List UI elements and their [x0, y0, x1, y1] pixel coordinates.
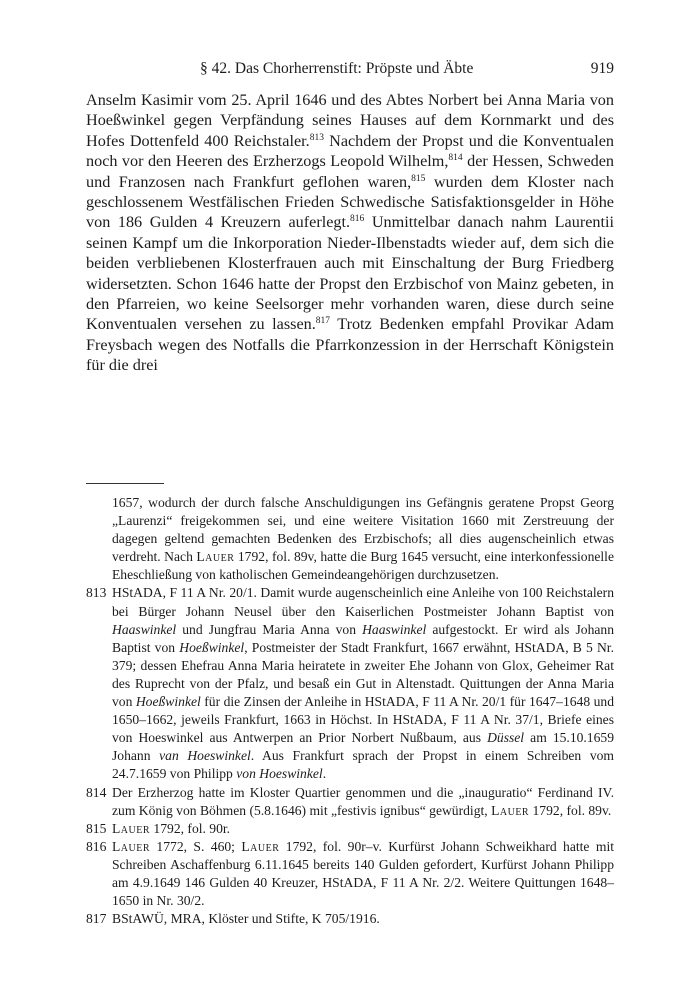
- footnote-text: und Jungfrau Maria Anna von: [176, 621, 363, 637]
- footnote-text: 1792, fol. 90r–v. Kurfürst Johann Schweikhard hatte mit Schreiben Aschaffenburg 6.11.1645 bereits 140 Gulden gefordert, Kurfürst Johann Philipp am 4.9.1649 146 Gulden 40 Kreuzer, HStADA, F 11 A Nr. 2/2. Weitere Quittungen 1648–1650 in Nr. 30/2.: [112, 838, 614, 909]
- body-text-segment: Nachdem der Propst und die Konventualen noch vor den Heeren des Erzherzogs Leopold Wilhelm,: [86, 131, 614, 171]
- footnote-ref-813: 813: [309, 132, 324, 143]
- body-text-segment: Trotz Bedenken empfahl Provikar Adam Freysbach wegen des Notfalls die Pfarrkonzession in der Herrschaft Königstein für die drei: [86, 315, 614, 375]
- footnote-text: am 15.10.1659 Johann: [112, 730, 614, 764]
- footnote-ref-814: 814: [448, 153, 463, 164]
- body-text-segment: der Hessen, Schweden und Franzosen nach Frankfurt geflohen waren,: [86, 152, 614, 191]
- footnote-816: [86, 838, 614, 910]
- footnote-italic: Düssel: [487, 730, 525, 746]
- footnote-815: [86, 820, 614, 838]
- author-name: Lauer: [241, 838, 280, 854]
- footnote-number: 816: [86, 838, 107, 854]
- footnote-text: .: [322, 766, 327, 782]
- footnote-text: für die Zinsen der Anleihe in HStADA, F 11 A Nr. 20/1 für 1647–1648 und 1650–1662, jeweils Frankfurt, 1663 in Höchst. In HStADA, F 11 A Nr. 37/1, Briefe eines von Hoeswinkel aus Antwerpen an Prior Norbert Nußbaum, aus: [112, 694, 614, 746]
- main-text: [86, 90, 614, 376]
- footnote-text: Der Erzherzog hatte im Kloster Quartier genommen und die „inauguratio“ Ferdinand IV. zum König von Böhmen (5.8.1646) mit „festivis ignibus“ gewürdigt,: [112, 784, 614, 818]
- author-name: Lauer: [112, 838, 151, 854]
- footnote-italic: von Hoeswinkel: [236, 766, 323, 782]
- page-number: 919: [590, 60, 614, 77]
- running-title: § 42. Das Chorherrenstift: Pröpste und Äbte: [200, 60, 474, 77]
- footnote-number: 817: [86, 911, 107, 927]
- footnote-italic: Hoeßwinkel: [179, 639, 245, 655]
- footnote-text: , Postmeister der Stadt Frankfurt, 1667 erwähnt, HStADA, B 5 Nr. 379; dessen Ehefrau Anna Maria heiratete in zweiter Ehe Johann von Glox, Geheimer Rat des Ruprecht von der Pfalz, und besaß ein Gut in Altenstadt. Quittungen der Anna Maria von: [112, 639, 614, 710]
- footnotes: [86, 494, 614, 928]
- footnote-italic: Hoeßwinkel: [135, 694, 201, 710]
- footnote-ref-817: 817: [315, 316, 331, 327]
- footnote-text: . Aus Frankfurt sprach der Propst in einem Schreiben vom 24.7.1659 von Philipp: [112, 748, 614, 782]
- page-header: [86, 60, 614, 82]
- author-name: Lauer: [112, 820, 151, 836]
- footnote-number: 813: [86, 585, 107, 601]
- body-text-segment: Anselm Kasimir vom 25. April 1646 und des Abtes Norbert bei Anna Maria von Hoeßwinkel gegen Verpfändung seines Hauses auf dem Kornmarkt und des Hofes Dottenfeld 400 Reichstaler.: [86, 91, 614, 150]
- footnote-text: 1792, fol. 89v, hatte die Burg 1645 versucht, eine interkonfessionelle Eheschließung von katholischen Gemeindeangehörigen durchzusetzen.: [112, 549, 614, 583]
- footnote-text: 1792, fol. 89v.: [529, 802, 612, 818]
- footnote-number: 815: [86, 820, 107, 836]
- footnote-ref-815: 815: [411, 173, 426, 184]
- footnote-ref-816: 816: [350, 214, 365, 225]
- footnote-text: 1657, wodurch der durch falsche Anschuldigungen ins Gefängnis geratene Propst Georg „Laurenzi“ freigekommen sei, und eine weitere Visitation 1660 mit Zerstreuung der dagegen geltend gemachten Bedenken des Erzbischofs; all dies augenscheinlich etwas verdreht. Nach: [112, 495, 614, 565]
- footnote-817: [86, 910, 614, 928]
- body-paragraph: [86, 90, 614, 376]
- footnote-number: 814: [86, 784, 107, 800]
- footnote-text: aufgestockt. Er wird als Johann Baptist von: [112, 621, 614, 655]
- footnote-separator: [86, 483, 164, 484]
- footnote-text: 1772, S. 460;: [150, 838, 242, 854]
- footnote-text: BStAWÜ, MRA, Klöster und Stifte, K 705/1916.: [112, 911, 380, 927]
- footnote-text: 1792, fol. 90r.: [150, 820, 231, 836]
- footnote-814: [86, 784, 614, 820]
- author-name: Lauer: [196, 549, 235, 565]
- footnote-italic: van Hoeswinkel: [159, 748, 251, 764]
- footnote-text: HStADA, F 11 A Nr. 20/1. Damit wurde augenscheinlich eine Anleihe von 100 Reichstalern bei Bürger Johann Neusel über den Kaiserlichen Postmeister Johann Baptist von: [112, 585, 614, 619]
- author-name: Lauer: [491, 802, 530, 818]
- footnote-italic: Haaswinkel: [112, 621, 177, 637]
- body-text-segment: Unmittelbar danach nahm Laurentii seinen Kampf um die Inkorporation Nieder-Ilbenstadts wieder auf, dem sich die beiden verbliebenen Klosterfrauen auch mit Einschaltung der Burg Friedberg widersetzten. Schon 1646 hatte der Propst den Erzbischof von Mainz gebeten, in den Pfarreien, wo keine Seelsorger mehr vorhanden waren, diese durch seine Konventualen versehen zu lassen.: [86, 213, 614, 334]
- footnote-continuation: [86, 494, 614, 584]
- footnote-italic: Haaswinkel: [362, 621, 427, 637]
- body-text-segment: wurden dem Kloster nach geschlossenem Westfälischen Frieden Schwedische Satisfaktionsgelder in Höhe von 186 Gulden 4 Kreuzern auferlegt.: [86, 172, 614, 232]
- footnote-813: [86, 584, 614, 783]
